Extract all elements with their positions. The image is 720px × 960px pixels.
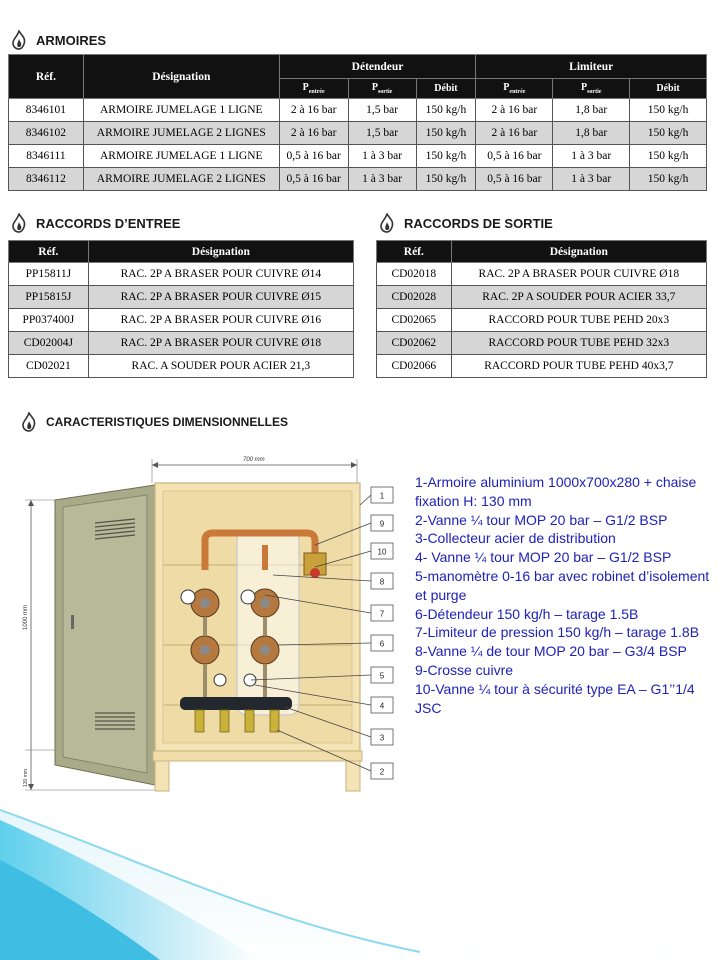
callout-leader-line: [360, 495, 371, 505]
table-cell: CD02028: [377, 286, 452, 309]
table-cell: 1 à 3 bar: [553, 168, 630, 191]
table-cell: 0,5 à 16 bar: [279, 168, 348, 191]
table-cell: 150 kg/h: [630, 99, 707, 122]
table-cell: 1,5 bar: [348, 99, 416, 122]
table-cell: CD02066: [377, 355, 452, 378]
table-row: [9, 286, 354, 309]
table-cell: ARMOIRE JUMELAGE 2 LIGNES: [83, 168, 279, 191]
table-cell: 1,5 bar: [348, 122, 416, 145]
callout-number: 4: [379, 701, 385, 711]
callout-number: 8: [379, 577, 385, 587]
table-cell: 0,5 à 16 bar: [279, 145, 348, 168]
gas-flame-icon: [10, 213, 28, 233]
limiteur-p-entree-header: $P_{entrée}$: [476, 79, 553, 99]
table-row: [377, 263, 707, 286]
section-title-text: ARMOIRES: [36, 32, 107, 48]
callout-number: 10: [377, 547, 387, 557]
raccords-entree-body: [9, 263, 354, 378]
table-row: [377, 286, 707, 309]
table-cell: 2 à 16 bar: [476, 122, 553, 145]
table-cell: CD02065: [377, 309, 452, 332]
section-title-text: RACCORDS D’ENTREE: [36, 215, 181, 231]
table-cell: CD02021: [9, 355, 89, 378]
armoires-header-detendeur: Détendeur: [279, 55, 476, 79]
table-row: [377, 332, 707, 355]
dim-height-label: 1000 mm: [23, 604, 29, 630]
table-cell: PP15815J: [9, 286, 89, 309]
component-legend: [415, 473, 715, 717]
table-cell: RACCORD POUR TUBE PEHD 32x3: [451, 332, 706, 355]
legend-item: 1-Armoire aluminium 1000x700x280 + chaise fixation H: 130 mm: [415, 474, 697, 509]
callout-number: 6: [379, 639, 385, 649]
table-cell: RAC. 2P A BRASER POUR CUIVRE Ø14: [88, 263, 353, 286]
table-cell: RAC. 2P A BRASER POUR CUIVRE Ø18: [88, 332, 353, 355]
table-cell: 0,5 à 16 bar: [476, 145, 553, 168]
limiteur-p-sortie-header: $P_{sortie}$: [553, 79, 630, 99]
table-cell: 150 kg/h: [630, 145, 707, 168]
legend-item: 9-Crosse cuivre: [415, 661, 514, 678]
raccords-sortie-table: [376, 240, 707, 378]
callout-number: 5: [379, 671, 385, 681]
legend-item: 8-Vanne ¼ de tour MOP 20 bar – G3/4 BSP: [415, 643, 687, 660]
table-cell: CD02062: [377, 332, 452, 355]
legend-item: 7-Limiteur de pression 150 kg/h – tarage 1.8B: [415, 624, 700, 641]
callout-number: 7: [379, 609, 385, 619]
armoires-table-body: [9, 99, 707, 191]
armoires-header-limiteur: Limiteur: [476, 55, 707, 79]
table-row: [377, 309, 707, 332]
table-cell: 2 à 16 bar: [279, 122, 348, 145]
table-cell: PP037400J: [9, 309, 89, 332]
section-title-text: CARACTERISTIQUES DIMENSIONNELLES: [46, 415, 289, 429]
table-cell: 150 kg/h: [630, 122, 707, 145]
table-cell: RAC. 2P A BRASER POUR CUIVRE Ø18: [451, 263, 706, 286]
background-wave: [0, 780, 720, 960]
section-title-raccords-entree: [10, 213, 180, 233]
table-cell: 150 kg/h: [416, 122, 476, 145]
raccords-sortie-body: [377, 263, 707, 378]
table-cell: CD02004J: [9, 332, 89, 355]
detendeur-p-sortie-header: $P_{sortie}$: [348, 79, 416, 99]
table-row: [9, 332, 354, 355]
table-cell: 1,8 bar: [553, 122, 630, 145]
armoires-header-ref: Réf.: [9, 55, 84, 99]
table-cell: 150 kg/h: [416, 168, 476, 191]
callout-number: 2: [379, 767, 385, 777]
gas-flame-icon: [20, 412, 38, 432]
table-row: [9, 145, 707, 168]
callout-number: 1: [379, 491, 385, 501]
table-cell: 0,5 à 16 bar: [476, 168, 553, 191]
table-cell: 8346102: [9, 122, 84, 145]
table-cell: RACCORD POUR TUBE PEHD 20x3: [451, 309, 706, 332]
table-cell: 1 à 3 bar: [553, 145, 630, 168]
table-cell: RAC. 2P A BRASER POUR CUIVRE Ø16: [88, 309, 353, 332]
section-title-raccords-sortie: [378, 213, 553, 233]
section-title-text: RACCORDS DE SORTIE: [404, 215, 553, 231]
table-cell: ARMOIRE JUMELAGE 1 LIGNE: [83, 99, 279, 122]
table-cell: 8346111: [9, 145, 84, 168]
table-row: [9, 355, 354, 378]
legend-item: 6-Détendeur 150 kg/h – tarage 1.5B: [415, 605, 639, 622]
table-cell: ARMOIRE JUMELAGE 1 LIGNE: [83, 145, 279, 168]
legend-item: 5-manomètre 0-16 bar avec robinet d’isolement et purge: [415, 567, 710, 603]
dim-width-label: 700 mm: [243, 457, 265, 463]
table-row: [9, 309, 354, 332]
legend-item: 4- Vanne ¼ tour MOP 20 bar – G1/2 BSP: [415, 549, 672, 566]
raccords-entree-table: [8, 240, 354, 378]
callout-number: 3: [379, 733, 385, 743]
entree-header-designation: Désignation: [88, 241, 353, 263]
table-cell: ARMOIRE JUMELAGE 2 LIGNES: [83, 122, 279, 145]
gas-flame-icon: [378, 213, 396, 233]
table-cell: 1,8 bar: [553, 99, 630, 122]
legend-item: 10-Vanne ¼ tour à sécurité type EA – G1’’1/4 JSC: [415, 680, 695, 716]
sortie-header-designation: Désignation: [451, 241, 706, 263]
legend-item: 2-Vanne ¼ tour MOP 20 bar – G1/2 BSP: [415, 511, 668, 528]
table-cell: 1 à 3 bar: [348, 168, 416, 191]
armoires-header-designation: Désignation: [83, 55, 279, 99]
table-cell: RAC. 2P A BRASER POUR CUIVRE Ø15: [88, 286, 353, 309]
table-cell: PP15811J: [9, 263, 89, 286]
table-cell: 150 kg/h: [630, 168, 707, 191]
table-cell: 1 à 3 bar: [348, 145, 416, 168]
table-cell: 150 kg/h: [416, 99, 476, 122]
table-row: [9, 263, 354, 286]
table-cell: 8346101: [9, 99, 84, 122]
table-row: [9, 122, 707, 145]
limiteur-debit-header: Débit: [630, 79, 707, 99]
table-row: [9, 168, 707, 191]
armoires-table: [8, 54, 707, 191]
table-cell: RACCORD POUR TUBE PEHD 40x3,7: [451, 355, 706, 378]
legend-item: 3-Collecteur acier de distribution: [415, 530, 616, 547]
cabinet-drawing: [15, 445, 410, 800]
table-row: [377, 355, 707, 378]
table-cell: RAC. 2P A SOUDER POUR ACIER 33,7: [451, 286, 706, 309]
table-cell: 2 à 16 bar: [279, 99, 348, 122]
table-cell: 8346112: [9, 168, 84, 191]
table-cell: 150 kg/h: [416, 145, 476, 168]
detendeur-debit-header: Débit: [416, 79, 476, 99]
table-cell: RAC. A SOUDER POUR ACIER 21,3: [88, 355, 353, 378]
callout-number: 9: [379, 519, 385, 529]
table-cell: 2 à 16 bar: [476, 99, 553, 122]
section-title-armoires: [10, 30, 106, 50]
table-row: [9, 99, 707, 122]
gas-flame-icon: [10, 30, 28, 50]
detendeur-p-entree-header: $P_{entrée}$: [279, 79, 348, 99]
section-title-caracteristiques: [20, 412, 288, 432]
entree-header-ref: Réf.: [9, 241, 89, 263]
sortie-header-ref: Réf.: [377, 241, 452, 263]
dim-base-label: 130 mm: [23, 768, 29, 787]
table-cell: CD02018: [377, 263, 452, 286]
